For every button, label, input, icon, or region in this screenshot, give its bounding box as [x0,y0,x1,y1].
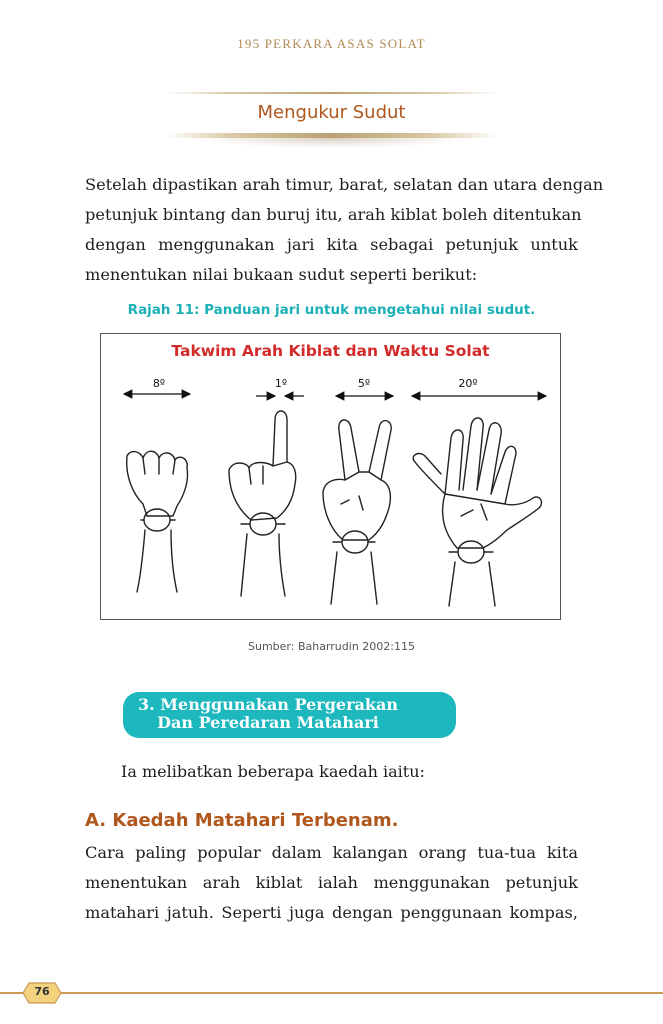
fist-hand-icon [127,451,188,592]
subsection-heading-line2: Dan Peredaran Matahari [157,713,379,732]
measure-label-5: 5º [357,377,371,390]
running-header: 195 PERKARA ASAS SOLAT [237,36,426,51]
measure-label-8: 8º [152,377,166,390]
subsection-heading [123,696,413,732]
finger-angle-illustration [101,334,560,619]
two-finger-hand-icon [323,420,391,604]
paragraph-intro [85,170,604,290]
paragraph-line: Setelah dipastikan arah timur, barat, selatan dan utara dengan [85,175,604,194]
footer-rule [0,992,663,994]
paragraph-line: matahari jatuh. Seperti juga dengan penggunaan kompas, [85,903,578,922]
title-banner-shadow [200,138,463,148]
paragraph-line: dengan menggunakan jari kita sebagai petunjuk untuk [85,235,578,254]
page-number: 76 [34,985,50,998]
paragraph-line: Cara paling popular dalam kalangan orang tua-tua kita [85,843,578,862]
paragraph-line: menentukan nilai bukaan sudut seperti berikut: [85,265,478,284]
measure-label-20: 20º [458,377,478,390]
paragraph-line: menentukan arah kiblat ialah menggunakan petunjuk [85,873,578,892]
paragraph-line: petunjuk bintang dan buruj itu, arah kiblat boleh ditentukan [85,205,582,224]
index-finger-hand-icon [229,411,296,596]
subsection-heading-pill [123,692,456,738]
figure-title: Takwim Arah Kiblat dan Waktu Solat [171,342,490,360]
title-banner-top-rule [165,92,498,94]
method-a-heading: A. Kaedah Matahari Terbenam. [85,810,399,831]
paragraph-method-a [85,838,578,928]
finger-angle-figure [100,333,561,620]
figure-caption: Rajah 11: Panduan jari untuk mengetahui nilai sudut. [127,302,536,318]
subsection-heading-line1: 3. Menggunakan Pergerakan [138,695,398,714]
open-hand-icon [413,418,541,606]
methods-intro: Ia melibatkan beberapa kaedah iaitu: [121,762,425,781]
figure-source: Sumber: Baharrudin 2002:115 [248,640,415,653]
section-title: Mengukur Sudut [257,102,406,123]
measure-label-1: 1º [274,377,288,390]
